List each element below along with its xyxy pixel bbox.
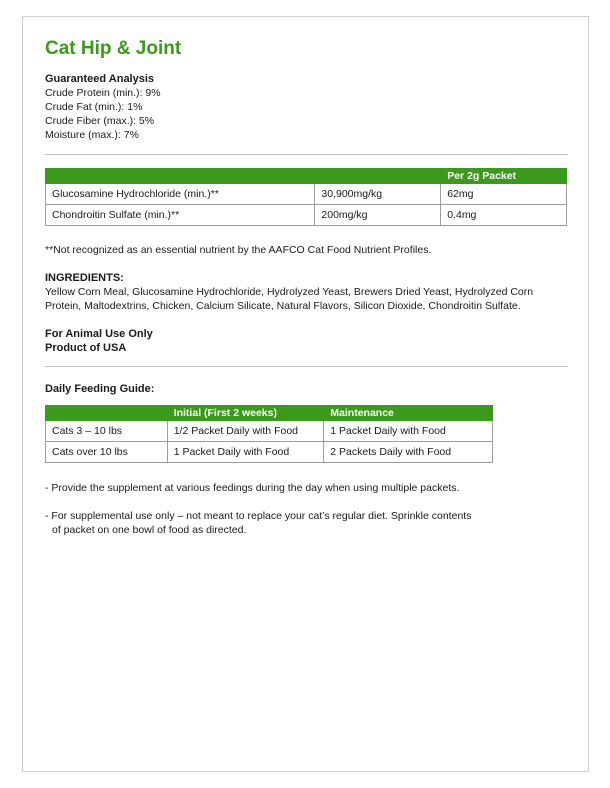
instruction-item: - For supplemental use only – not meant to replace your cat’s regular diet. Sprinkle contents bbox=[45, 510, 472, 522]
analysis-line: Moisture (max.): 7% bbox=[45, 129, 139, 141]
table-row bbox=[46, 205, 567, 226]
table-header-row bbox=[46, 169, 567, 184]
table-row bbox=[46, 184, 567, 205]
table-header-cell bbox=[46, 169, 315, 184]
table-row bbox=[46, 421, 493, 442]
notice-animal-use: For Animal Use Only bbox=[45, 328, 153, 340]
ingredients-line: Protein, Maltodextrins, Chicken, Calcium Silicate, Natural Flavors, Silicon Dioxide, Chondroitin Sulfate. bbox=[45, 300, 521, 312]
table-cell: Cats over 10 lbs bbox=[46, 442, 168, 463]
table-cell: 2 Packets Daily with Food bbox=[324, 442, 493, 463]
table-cell: 200mg/kg bbox=[315, 205, 441, 226]
analysis-line: Crude Fat (min.): 1% bbox=[45, 101, 143, 113]
ingredients-heading: INGREDIENTS: bbox=[45, 272, 124, 284]
table-cell: Chondroitin Sulfate (min.)** bbox=[46, 205, 315, 226]
table-header-cell: Maintenance bbox=[324, 406, 493, 421]
ingredients-line: Yellow Corn Meal, Glucosamine Hydrochloride, Hydrolyzed Yeast, Brewers Dried Yeast, Hydrolyzed Corn bbox=[45, 286, 534, 298]
page-title: Cat Hip & Joint bbox=[45, 38, 182, 59]
table-header-cell bbox=[46, 406, 168, 421]
table-cell: 1 Packet Daily with Food bbox=[324, 421, 493, 442]
footnote: **Not recognized as an essential nutrient by the AAFCO Cat Food Nutrient Profiles. bbox=[45, 244, 432, 256]
table-header-cell: Per 2g Packet bbox=[441, 169, 567, 184]
feeding-heading: Daily Feeding Guide: bbox=[45, 383, 155, 395]
table-header-cell bbox=[315, 169, 441, 184]
analysis-line: Crude Fiber (max.): 5% bbox=[45, 115, 155, 127]
table-header-cell: Initial (First 2 weeks) bbox=[167, 406, 324, 421]
table-row bbox=[46, 442, 493, 463]
analysis-heading: Guaranteed Analysis bbox=[45, 73, 155, 85]
document-content bbox=[45, 37, 570, 537]
table-cell: Glucosamine Hydrochloride (min.)** bbox=[46, 184, 315, 205]
feeding-table bbox=[45, 405, 493, 463]
analysis-line: Crude Protein (min.): 9% bbox=[45, 87, 161, 99]
table-cell: 1 Packet Daily with Food bbox=[167, 442, 324, 463]
notice-origin: Product of USA bbox=[45, 342, 127, 354]
table-cell: 1/2 Packet Daily with Food bbox=[167, 421, 324, 442]
table-header-row bbox=[46, 406, 493, 421]
instruction-item-continued: of packet on one bowl of food as directed. bbox=[52, 524, 247, 536]
table-cell: 30,900mg/kg bbox=[315, 184, 441, 205]
document-page bbox=[22, 16, 589, 772]
table-cell: 0.4mg bbox=[441, 205, 567, 226]
instruction-item: - Provide the supplement at various feedings during the day when using multiple packets. bbox=[45, 482, 460, 494]
table-cell: 62mg bbox=[441, 184, 567, 205]
nutrient-table bbox=[45, 168, 567, 226]
table-cell: Cats 3 – 10 lbs bbox=[46, 421, 168, 442]
